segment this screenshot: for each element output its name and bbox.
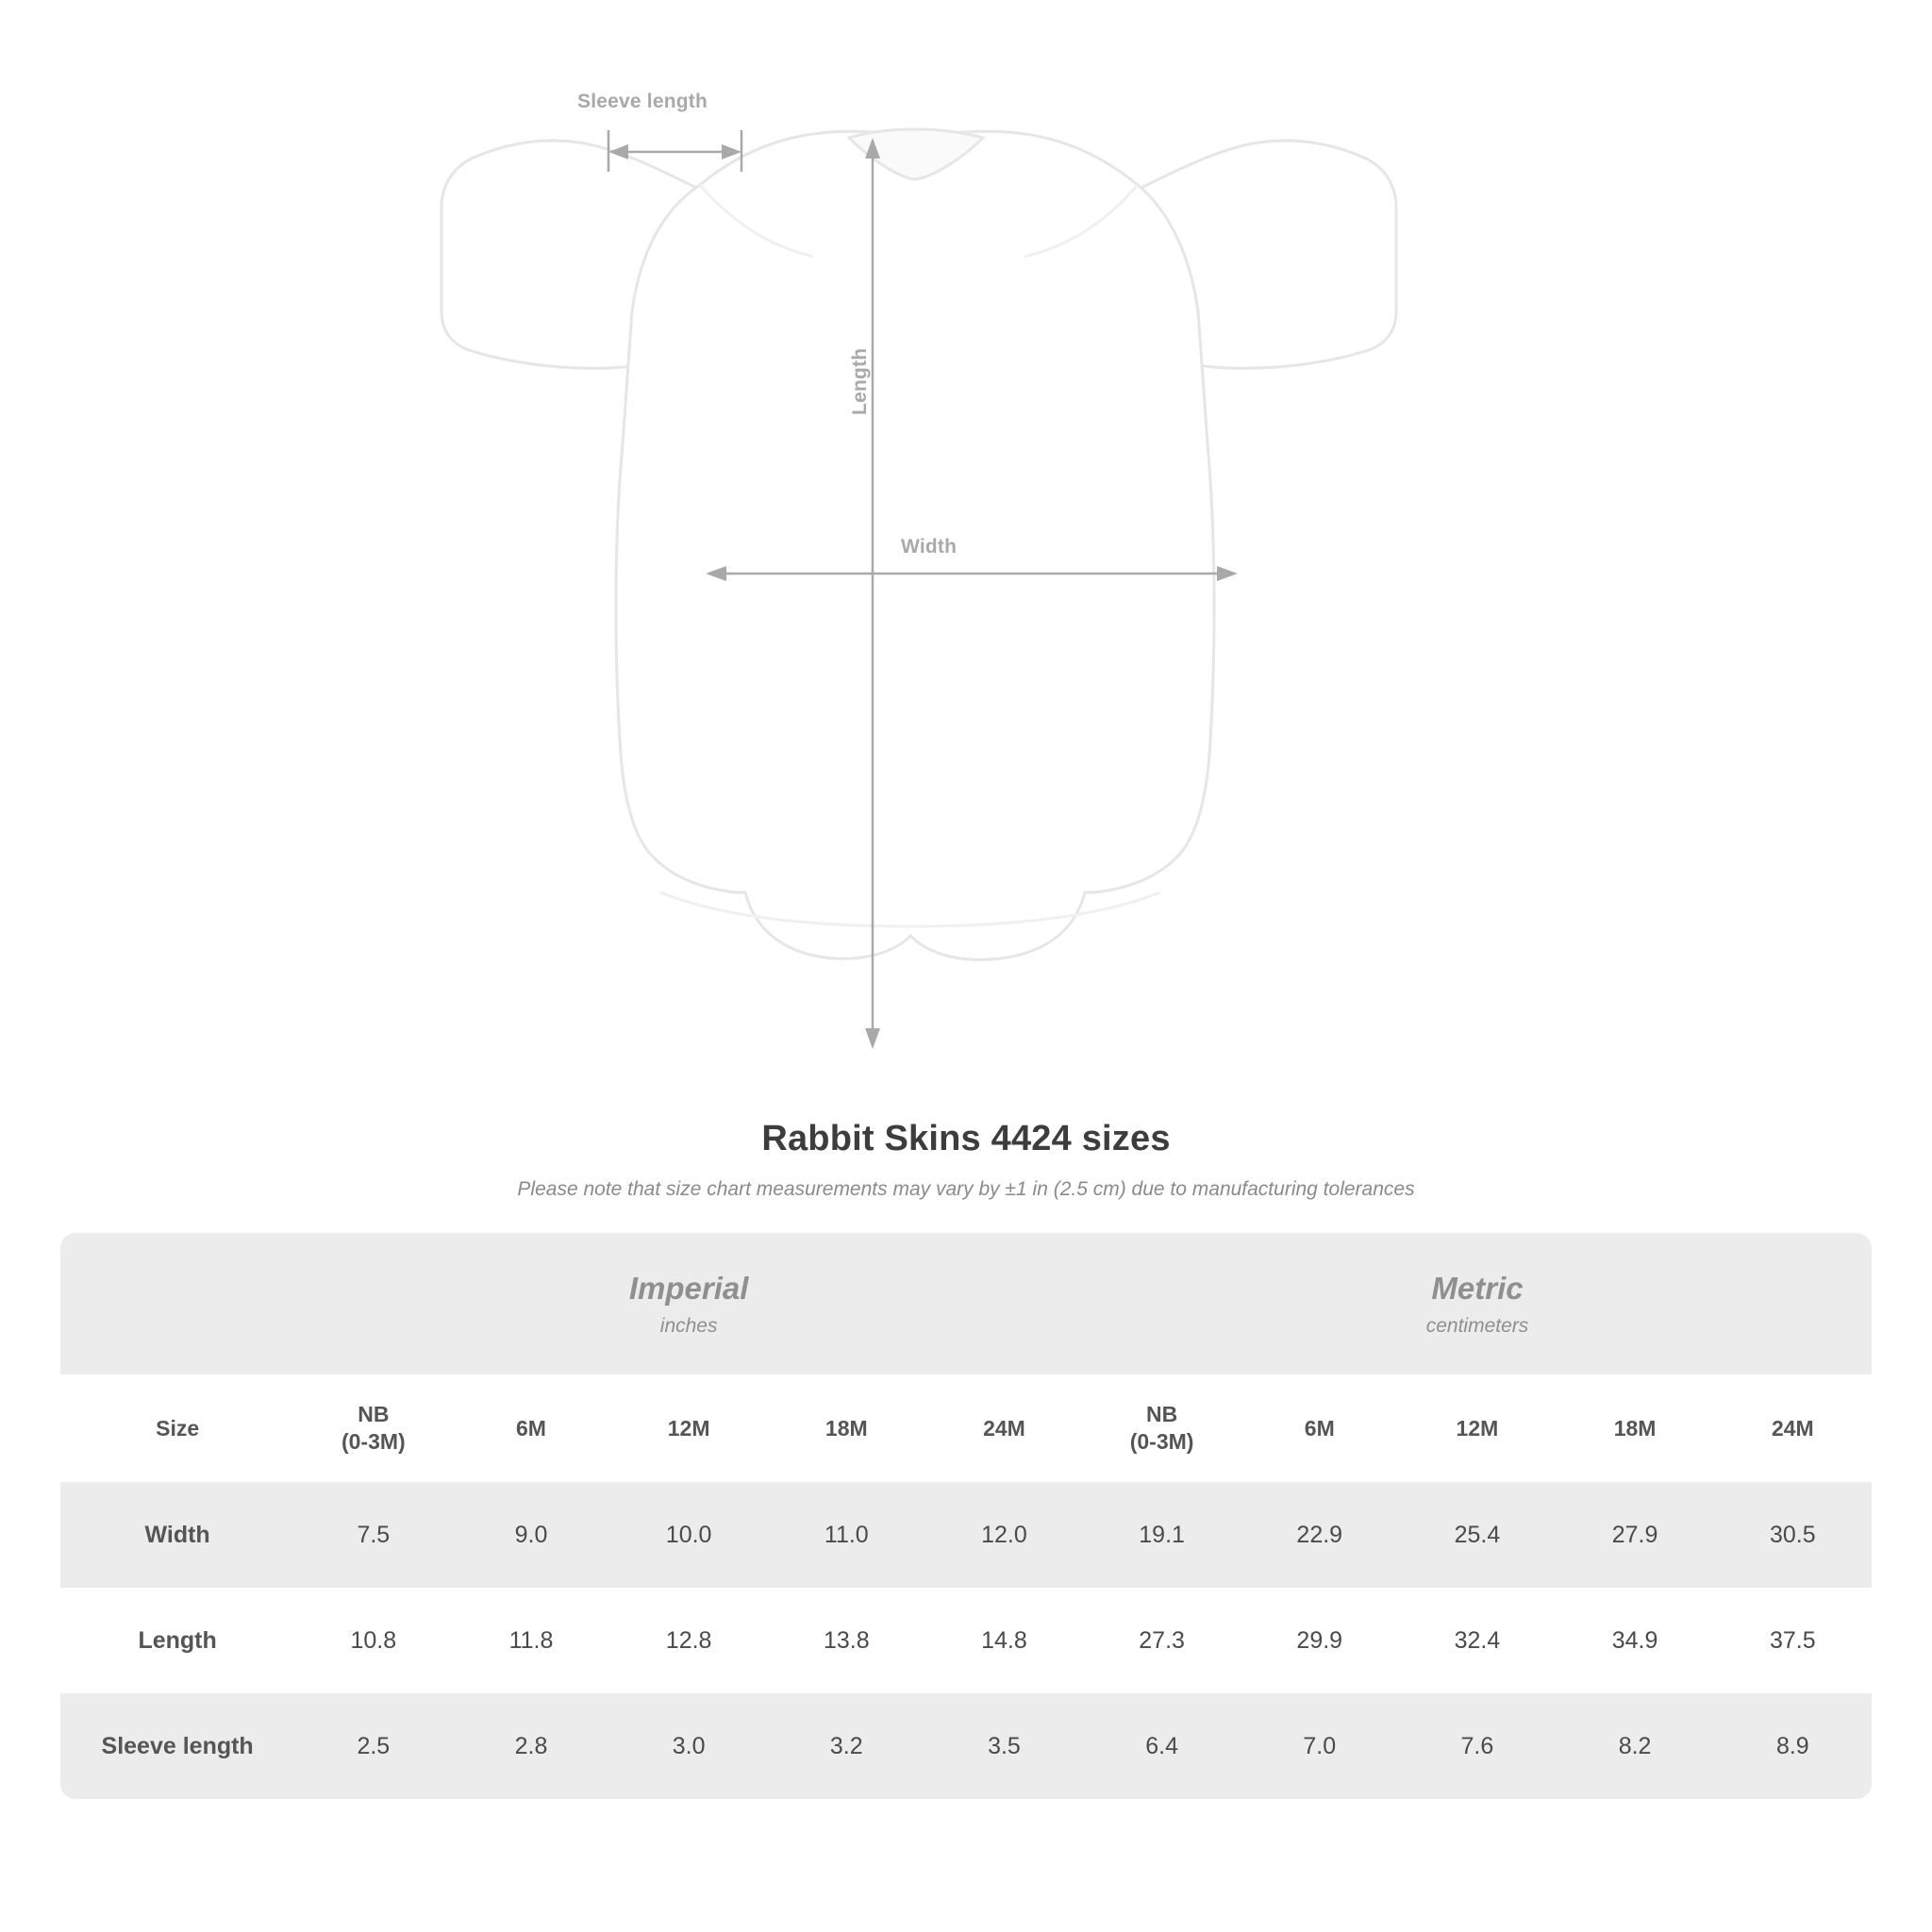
cell-width-18m-metric: 27.9	[1557, 1482, 1714, 1588]
cell-length-24m-imperial: 14.8	[925, 1588, 1083, 1693]
cell-width-24m-imperial: 12.0	[925, 1482, 1083, 1588]
column-header-size-sub: (0-3M)	[341, 1429, 406, 1454]
cell-sleeve-18m-imperial: 3.2	[768, 1693, 925, 1799]
column-header-size-sub: (0-3M)	[1129, 1429, 1194, 1454]
unit-header-row	[60, 1233, 1872, 1374]
cell-sleeve-12m-imperial: 3.0	[610, 1693, 768, 1799]
tolerance-note: Please note that size chart measurements may vary by ±1 in (2.5 cm) due to manufacturing tolerances	[517, 1178, 1415, 1200]
cell-length-18m-imperial: 13.8	[768, 1588, 925, 1693]
column-header-18m-metric: 18M	[1557, 1374, 1714, 1482]
unit-group-imperial	[294, 1233, 1083, 1374]
cell-length-nb-imperial: 10.8	[294, 1588, 452, 1693]
width-dimension-label: Width	[901, 536, 958, 558]
cell-sleeve-24m-imperial: 3.5	[925, 1693, 1083, 1799]
cell-length-12m-imperial: 12.8	[610, 1588, 768, 1693]
cell-length-6m-imperial: 11.8	[452, 1588, 609, 1693]
unit-group-metric-name: Metric	[1431, 1271, 1524, 1307]
size-table-wrapper	[60, 1233, 1872, 1799]
column-header-12m-imperial: 12M	[610, 1374, 768, 1482]
cell-sleeve-6m-imperial: 2.8	[452, 1693, 609, 1799]
cell-width-nb-metric: 19.1	[1083, 1482, 1241, 1588]
cell-width-nb-imperial: 7.5	[294, 1482, 452, 1588]
cell-length-24m-metric: 37.5	[1714, 1588, 1872, 1693]
chart-header	[0, 1119, 1932, 1201]
row-label-length: Length	[60, 1588, 294, 1693]
table-row	[60, 1693, 1872, 1799]
row-label-sleeve-length: Sleeve length	[60, 1693, 294, 1799]
cell-length-18m-metric: 34.9	[1557, 1588, 1714, 1693]
column-header-size-name: NB	[1145, 1402, 1178, 1427]
cell-length-nb-metric: 27.3	[1083, 1588, 1241, 1693]
column-header-nb-imperial	[294, 1374, 452, 1482]
length-dimension-label: Length	[849, 347, 871, 415]
column-header-nb-metric	[1083, 1374, 1241, 1482]
unit-header-spacer	[60, 1233, 294, 1374]
cell-length-12m-metric: 32.4	[1398, 1588, 1556, 1693]
table-row	[60, 1588, 1872, 1693]
cell-sleeve-12m-metric: 7.6	[1398, 1693, 1556, 1799]
cell-width-6m-imperial: 9.0	[452, 1482, 609, 1588]
cell-width-18m-imperial: 11.0	[768, 1482, 925, 1588]
cell-length-6m-metric: 29.9	[1241, 1588, 1398, 1693]
size-header-row	[60, 1374, 1872, 1482]
cell-sleeve-nb-metric: 6.4	[1083, 1693, 1241, 1799]
page-title: Rabbit Skins 4424 sizes	[761, 1119, 1171, 1158]
column-header-24m-metric: 24M	[1714, 1374, 1872, 1482]
unit-group-imperial-unit: inches	[659, 1314, 718, 1337]
column-header-6m-imperial: 6M	[452, 1374, 609, 1482]
unit-group-metric-unit: centimeters	[1425, 1314, 1529, 1337]
cell-width-6m-metric: 22.9	[1241, 1482, 1398, 1588]
row-label-width: Width	[60, 1482, 294, 1588]
column-header-12m-metric: 12M	[1398, 1374, 1556, 1482]
cell-sleeve-24m-metric: 8.9	[1714, 1693, 1872, 1799]
cell-width-24m-metric: 30.5	[1714, 1482, 1872, 1588]
cell-sleeve-nb-imperial: 2.5	[294, 1693, 452, 1799]
unit-group-imperial-name: Imperial	[628, 1271, 749, 1307]
column-header-size: Size	[60, 1374, 294, 1482]
table-row	[60, 1482, 1872, 1588]
sleeve-length-dimension-label: Sleeve length	[577, 91, 708, 112]
column-header-6m-metric: 6M	[1241, 1374, 1398, 1482]
column-header-18m-imperial: 18M	[768, 1374, 925, 1482]
size-table	[60, 1233, 1872, 1799]
cell-sleeve-18m-metric: 8.2	[1557, 1693, 1714, 1799]
unit-group-metric	[1083, 1233, 1872, 1374]
cell-width-12m-metric: 25.4	[1398, 1482, 1556, 1588]
cell-width-12m-imperial: 10.0	[610, 1482, 768, 1588]
cell-sleeve-6m-metric: 7.0	[1241, 1693, 1398, 1799]
column-header-24m-imperial: 24M	[925, 1374, 1083, 1482]
column-header-size-name: NB	[358, 1402, 390, 1427]
